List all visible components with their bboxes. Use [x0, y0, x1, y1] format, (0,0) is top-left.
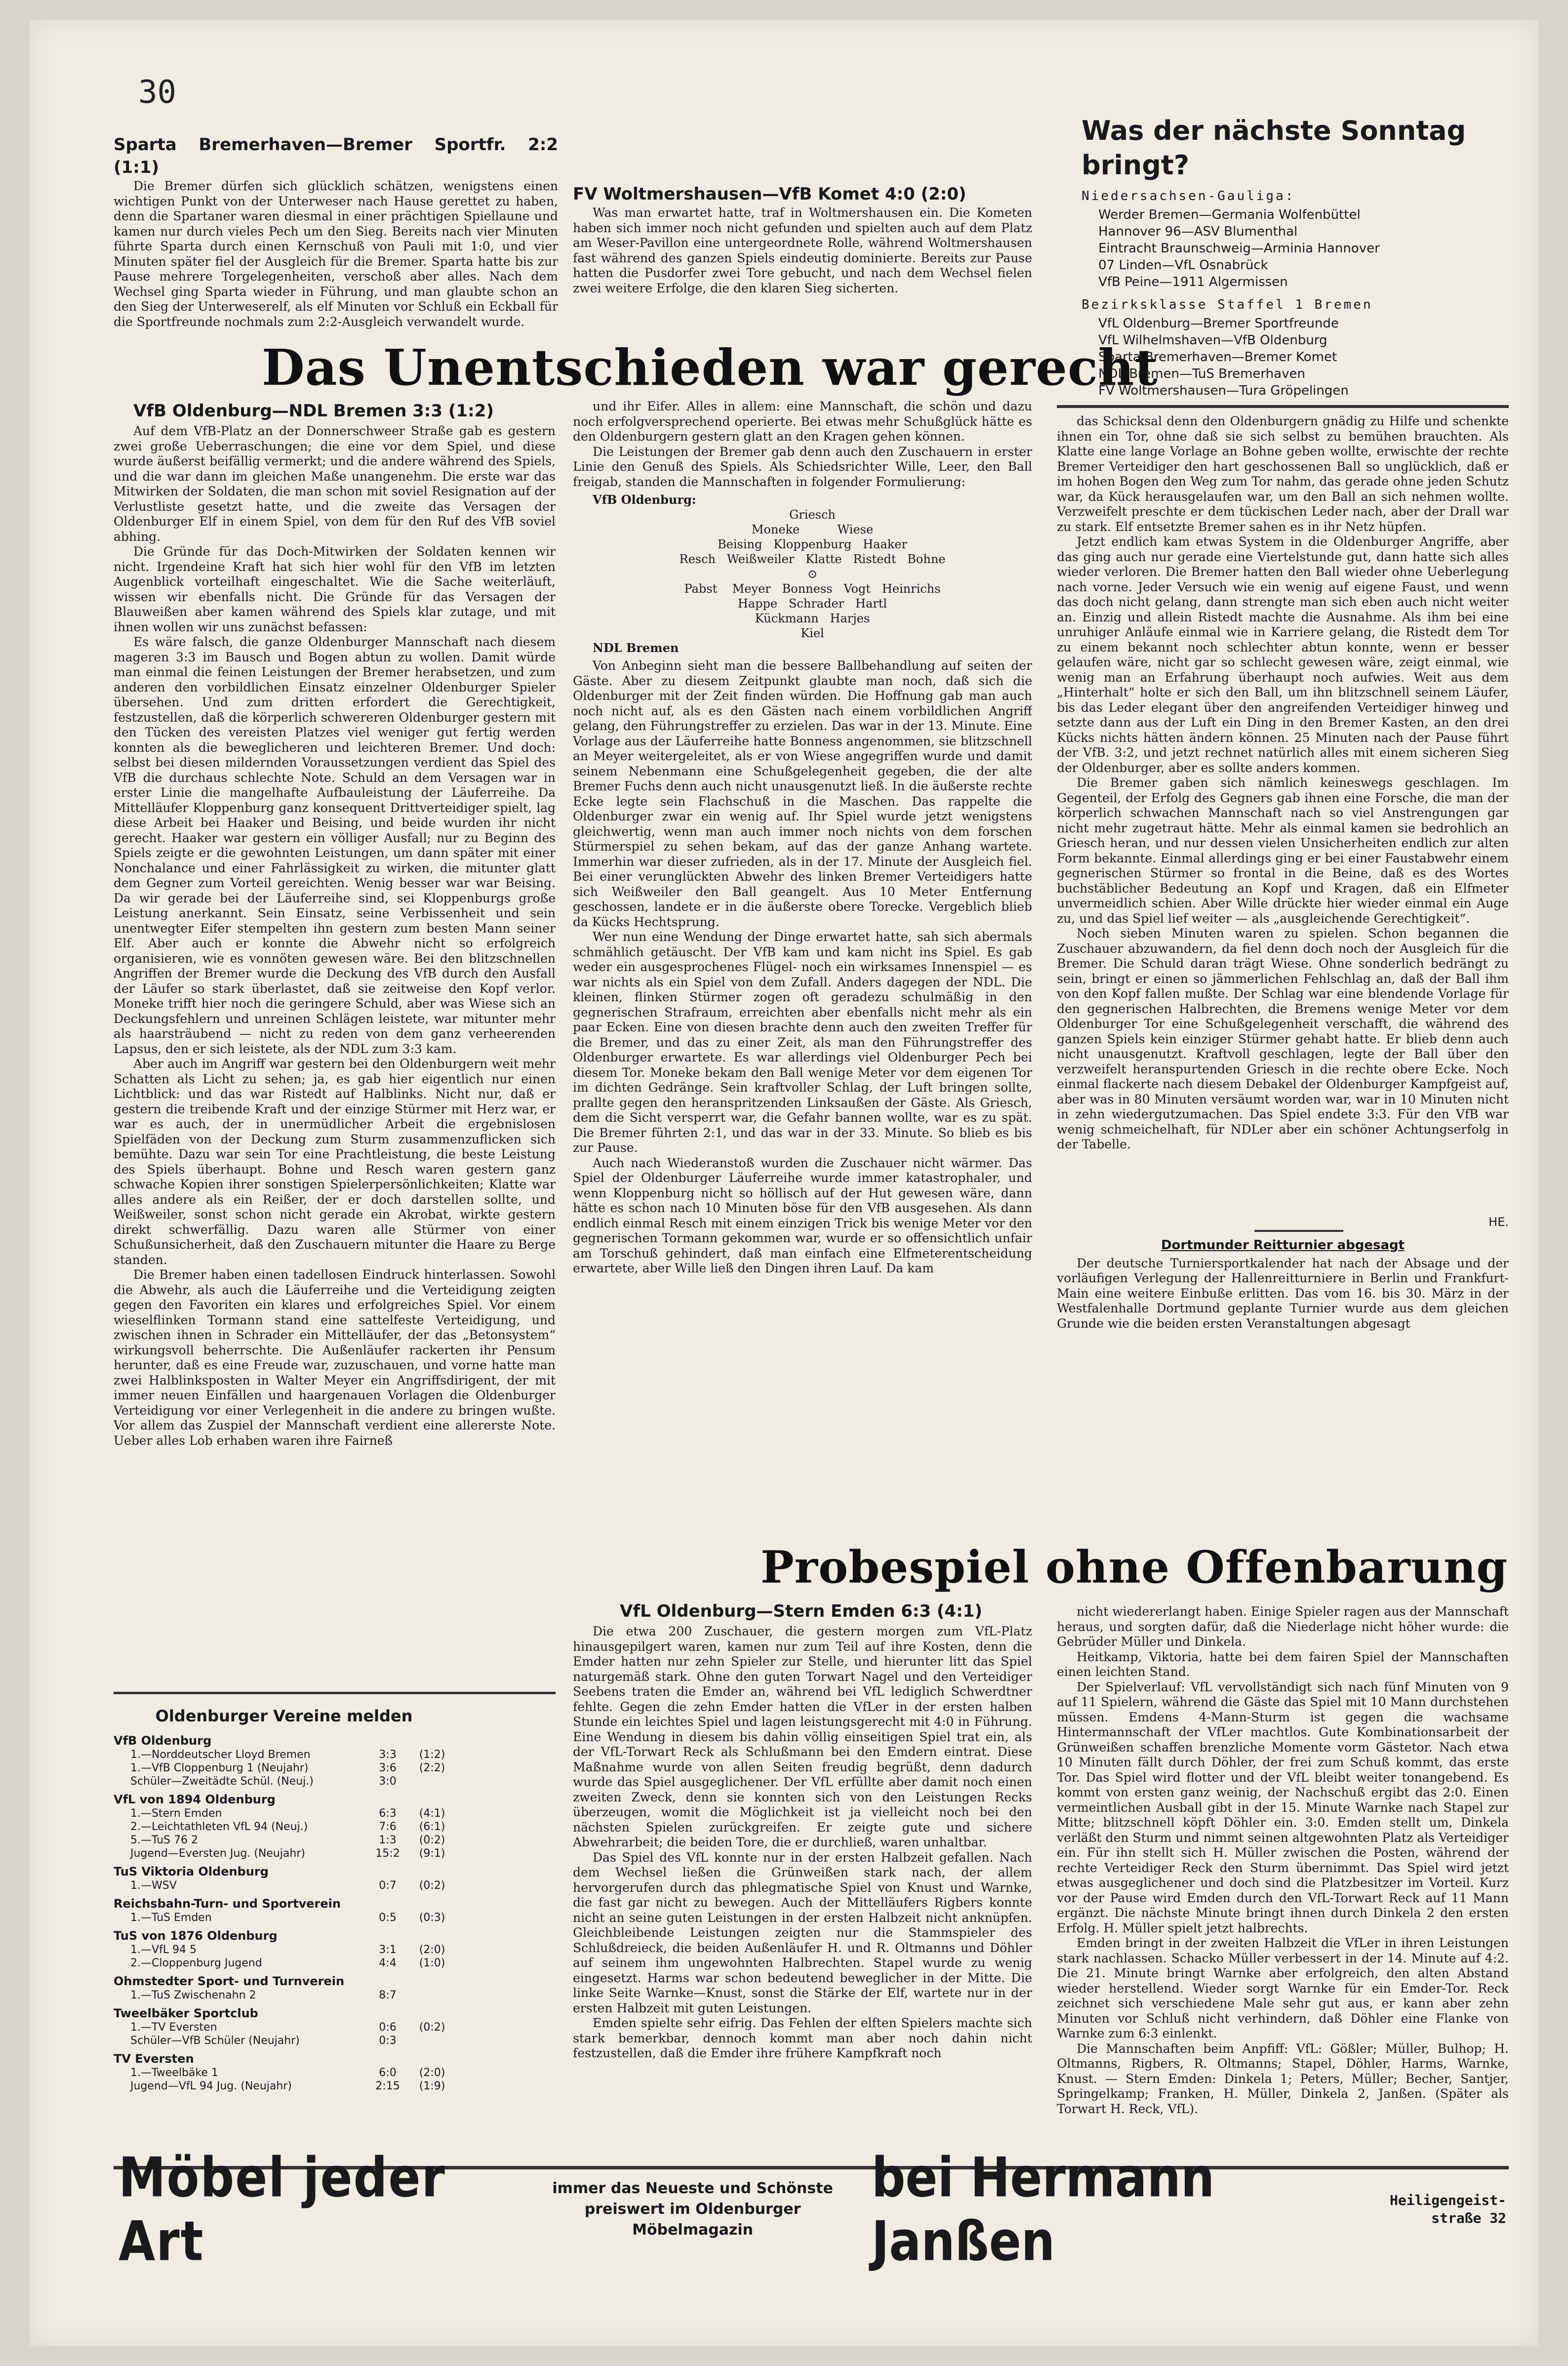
- main-paragraph: Es wäre falsch, die ganze Oldenburger Mannschaft nach diesem mageren 3:3 im Bausch und Bogen abtun zu wollen. Damit würde man einmal die feinen Leistungen der Bremer herabsetzen, und zum anderen den vorbildlichen Einsatz einzelner Oldenburger Spieler übersehen. Und zum dritten erfordert die Gerechtigkeit, festzustellen, daß die körperlich schwereren Oldenburger gestern mit den Tücken des vereisten Platzes viel weniger gut fertig werden konnten als die beweglicheren und leichteren Bremer. Und doch: selbst bei diesen mildernden Voraussetzungen verdient das Spiel des VfB die durchaus schlechte Note. Schuld an dem Versagen war in erster Linie die mangelhafte Aufbauleistung der Läuferreihe. Da Mittelläufer Kloppenburg ganz konsequent Drittverteidiger spielt, lag diese Arbeit bei Haaker und Beising, und beide wurden ihr nicht gerecht. Haaker war gestern ein völliger Ausfall; nur zu Beginn des Spiels zeigte er die gewohnten Leistungen, um dann später mit einer Nonchalance und einer Fahrlässigkeit zu wirken, die mitunter glatt dem Gegner zum Vorteil gereichten. Wenig besser war war Beising. Da wir gerade bei der Läuferreihe sind, sei Kloppenburgs große Leistung anerkannt. Sein Einsatz, seine Verbissenheit und sein unentwegter Eifer stempelten ihn gestern zum besten Mann seiner Elf. Aber auch er konnte die Abwehr nicht so erfolgreich organisieren, wie es vonnöten gewesen wäre. Bei den blitzschnellen Angriffen der Bremer wurde die Deckung des VfB durch den Ausfall der Läufer so stark überlastet, daß sie zeitweise den Kopf verlor. Moneke trifft hier noch die geringere Schuld, aber was Wiese sich an Deckungsfehlern und unreinen Schlägen leistete, war mitunter mehr als haarsträubend — nicht zu reden von dem ganz verheerenden Lapsus, den er sich leistete, als der NDL zum 3:3 kam.: [114, 635, 556, 1056]
- result-score: 0:3: [379, 2035, 397, 2047]
- result-match: 2.—Cloppenburg Jugend: [130, 1957, 262, 1969]
- result-row: [114, 1834, 454, 1847]
- ad-middle-line: immer das Neueste und Schönste: [552, 2179, 833, 2197]
- probe-paragraph: Die etwa 200 Zuschauer, die gestern morgen zum VfL-Platz hinausgepilgert waren, kamen nur zum Teil auf ihre Kosten, denn die Emder hatten nur zehn Spieler zur Stelle, und hierunter litt das Spiel naturgemäß stark. Ohne den guten Torwart Nagel und den Verteidiger Seebens traten die Emder an, während bei VfL lediglich Schwerdtner fehlte. Gegen die zehn Emder hatten die VfLer in der ersten halben Stunde ein leichtes Spiel und lagen leistungsgerecht mit 4:0 in Führung. Eine Wendung in diesem bis dahin völlig einseitigen Spiel trat ein, als der VfL-Torwart Reck als Schlußmann bei den Emdern eintrat. Diese Maßnahme wurde von allen Seiten freudig begrüßt, denn dadurch wurde das Spiel ausgeglichener. Der VfL erfüllte aber damit noch einen zweiten Zweck, denn sie konnten sich von den Leistungen Recks überzeugen, womit die Möglichkeit ist ja vielleicht noch bei den nächsten Spielen zurückgreifen. Er zeigte gute und sichere Abwehrarbeit; die beiden Tore, die er durchließ, waren unhaltbar.: [573, 1624, 1032, 1849]
- club-name: Reichsbahn-Turn- und Sportverein: [114, 1897, 341, 1911]
- result-score: 0:6: [379, 2021, 397, 2034]
- result-halftime: (0:2): [419, 1834, 445, 1846]
- main-paragraph: Die Bremer gaben sich nämlich keineswegs geschlagen. Im Gegenteil, der Erfolg des Gegners gab ihnen eine Forsche, die man der körperlich schwachen Mannschaft nach so viel Anstrengungen gar nicht mehr zugetraut hätte. Mehr als einmal kamen sie bedrohlich an Griesch heran, und nur dessen vielen Unsicherheiten endlich zur alten Form bekannte. Einmal allerdings ging er bei einer Faustabwehr einem gegnerischen Stürmer so frontal in die Beine, daß es des Wortes buchstäblicher Bedeutung an Kopf und Kragen, daß ein Elfmeter unvermeidlich schien. Aber Wille drückte hier wieder einmal ein Auge zu, und das Spiel lief weiter — als „ausgleichende Gerechtigkeit“.: [1057, 775, 1509, 926]
- ad-headline-left: Möbel jeder Art: [119, 2145, 446, 2273]
- lineup-row: Kückmann Harjes: [755, 612, 870, 625]
- main-paragraph: Jetzt endlich kam etwas System in die Oldenburger Angriffe, aber das ging auch nur gerade eine Viertelstunde gut, dann hatte sich alles wieder verloren. Die Bremer hatten den Ball wieder ohne Ueberlegung nach vorne. Jeder Versuch wie ein wenig auf eigene Faust, und wenn das doch nicht gelang, dann strengte man sich eben auch nicht weiter an. Einzig und allein Ristedt machte die Ausnahme. Als ihm bei eine unruhiger Anläufe einmal wie in Karriere gelang, die Ristedt dem Tor zu einem bekannt noch schlechter abtun konnte, wenn er besser gelaufen wäre, nicht gar so schlecht gewesen wäre, zeigt einmal, wie wenig man an Erfahrung überhaupt noch aufwies. Weit aus dem „Hinterhalt“ holte er sich den Ball, um ihn blitzschnell seinem Läufer, bis das Leder elegant über den angreifenden Verteidiger hinweg und setzte dann aus der Luft ein Ding in den Bremer Kasten, an den drei Kücks nichts hätten ändern können. 25 Minuten nach der Pause führt der VfB. 3:2, und jetzt rechnet natürlich alles mit einem sicheren Sieg der Oldenburger, aber es sollte anders kommen.: [1057, 534, 1509, 775]
- result-score: 3:1: [379, 1944, 397, 1956]
- lineup-row: Beising Kloppenburg Haaker: [718, 537, 907, 551]
- preview-match: FV Woltmershausen—Tura Gröpelingen: [1098, 383, 1349, 398]
- result-halftime: (0:2): [419, 2021, 445, 2034]
- lineup-row: Pabst Meyer Bonness Vogt Heinrichs: [684, 582, 941, 596]
- main-paragraph: Noch sieben Minuten waren zu spielen. Schon begannen die Zuschauer abzuwandern, da fiel denn doch noch der Ausgleich für die Bremer. Die Schuld daran trägt Wiese. Ohne sonderlich bedrängt zu sein, bringt er einen so jämmerlichen Fehlschlag an, daß der Ball ihm von den Kopf fallen mußte. Der Schlag war eine blendende Vorlage für den gegnerischen Halbrechten, die Bremens wenige Meter vor dem Oldenburger Tor eine Schußgelegenheit verschafft, die während des ganzen Spiels kein einziger Stürmer gehabt hatte. Er blieb denn auch nicht unausgenutzt. Kraftvoll geschlagen, legte der Ball über den verzweifelt heranspurtenden Griesch in die rechte obere Ecke. Noch einmal flackerte nach diesem Debakel der Oldenburger Kampfgeist auf, aber was in 80 Minuten versäumt worden war, war in 10 Minuten nicht in zehn wiedergutzumachen. Das Spiel endete 3:3. Für den VfB war wenig schmeichelhaft, für NDLer aber ein schöner Achtungserfolg in der Tabelle.: [1057, 926, 1509, 1151]
- lineup-row: Happe Schrader Hartl: [737, 597, 887, 611]
- result-row: [114, 1879, 454, 1892]
- rule-reit: [1254, 1230, 1343, 1232]
- article-sparta-text: Die Bremer dürfen sich glücklich schätzen, wenigstens einen wichtigen Punkt von der Unterweser nach Hause gerettet zu haben, denn die Spartaner waren diesmal in einer prächtigen Spiellaune und kamen nur durch vieles Pech um den Sieg. Bereits nach vier Minuten führte Sparta durch einen Kernschuß von Pauli mit 1:0, und vier Minuten später fiel der Ausgleich für die Bremer. Sparta hatte bis zur Pause mehrere Torgelegenheiten, verschoß aber alles. Nach dem Wechsel ging Sparta wieder in Führung, und man glaubte schon an den Sieg der Unterweserelf, als elf Minuten vor Schluß ein Eckball für die Sportfreunde nochmals zum 2:2-Ausgleich verwandelt wurde.: [114, 179, 558, 329]
- preview-match: Hannover 96—ASV Blumenthal: [1098, 224, 1298, 239]
- result-match: 1.—VfL 94 5: [130, 1944, 197, 1956]
- furniture-ad: [119, 2145, 1506, 2273]
- result-score: 8:7: [379, 1989, 397, 2001]
- preview-title: Was der nächste Sonntag bringt?: [1082, 115, 1466, 181]
- probe-paragraph: Emden spielte sehr eifrig. Das Fehlen der elften Spielers machte sich stark bemerkbar, dennoch kommt man aber noch dahin nicht festzustellen, daß die Emder ihre frühere Kampfkraft noch: [573, 2016, 1032, 2060]
- rule-preview: [1057, 405, 1509, 408]
- main-paragraph: Die Gründe für das Doch-Mitwirken der Soldaten kennen wir nicht. Irgendeine Kraft hat sich hier wohl für den VfB im letzten Augenblick vorteilhaft eingeschaltet. Wie die Sache weiterläuft, wissen wir ebenfalls nicht. Die Gründe für das Versagen der Blauweißen aber kamen während des Spiels klar zutage, und mit ihnen wollen wir uns zunächst befassen:: [114, 544, 556, 634]
- result-halftime: [410, 2034, 454, 2047]
- ad-headline-right: bei Hermann Janßen: [871, 2145, 1215, 2273]
- probe-col-2: [1057, 1604, 1509, 2145]
- ball-icon: ⊙: [807, 567, 818, 581]
- result-row: [114, 1807, 454, 1820]
- result-match: 1.—TuS Emden: [130, 1912, 212, 1924]
- result-match: 2.—Leichtathleten VfL 94 (Neuj.): [130, 1821, 308, 1833]
- result-row: [114, 1820, 454, 1834]
- result-match: 1.—WSV: [130, 1879, 177, 1892]
- result-row: [114, 2034, 454, 2047]
- lineup-row: Griesch: [789, 508, 836, 522]
- main-paragraph: Die Bremer haben einen tadellosen Eindruck hinterlassen. Sowohl die Abwehr, als auch die Läuferreihe und die Verteidigung zeigten gegen den Favoriten ein klares und erfolgreiches Spiel. Vor einem wieselflinken Tormann stand eine sattelfeste Verteidigung, und zwischen ihnen in Schrader ein Mittelläufer, der das „Betonsystem“ wirkungsvoll beherrschte. Die Außenläufer rackerten ihr Pensum herunter, daß es eine Freude war, zuzuschauen, und vorne hatte man zwei Halblinksposten in Walter Meyer ein Angriffsdirigent, der mit immer neuen Einfällen und haargenauen Vorlagen die Oldenburger Verteidigung vor einer Verlegenheit in die andere zu bringen wußte. Vor allem das Zuspiel der Mannschaft verdient eine allererste Note. Ueber alles Lob erhaben waren ihre Fairneß: [114, 1267, 556, 1448]
- main-paragraph: Aber auch im Angriff war gestern bei den Oldenburgern weit mehr Schatten als Licht zu sehen; ja, es gab hier eigentlich nur einen Lichtblick: und das war Ristedt auf Halblinks. Nicht nur, daß er gestern die treibende Kraft und der einzige Stürmer mit Herz war, er war es auch, der in unermüdlicher Arbeit die ergebnislosen Spielfäden von der Deckung zum Sturm zusammenzuflicken sich bemühte. Dazu war sein Tor eine Prachtleistung, die beste Leistung des Spiels überhaupt. Bohne und Resch waren gestern ganz schwache Kopien ihrer sonstigen Spielerpersönlichkeiten; Klatte war alles andere als ein Reißer, der er doch darstellen sollte, und Weißweiler, sonst schon nicht gerade ein Akrobat, wirkte gestern direkt schwerfällig. Dazu waren alle Stürmer von einer Schußunsicherheit, daß den Zuschauern mitunter die Haare zu Berge standen.: [114, 1057, 556, 1267]
- result-score: 6:0: [379, 2067, 397, 2079]
- result-halftime: (1:9): [419, 2080, 445, 2092]
- preview-match: Werder Bremen—Germania Wolfenbüttel: [1098, 207, 1361, 222]
- lineup-row: Resch Weißweiler Klatte Ristedt Bohne: [679, 552, 946, 566]
- main-col-1: [114, 424, 556, 1686]
- main-col-2: [573, 399, 1032, 1540]
- result-match: Schüler—Zweitädte Schül. (Neuj.): [130, 1775, 314, 1788]
- result-match: 1.—TuS Zwischenahn 2: [130, 1989, 256, 2001]
- article-woltmershausen: [573, 133, 1032, 336]
- result-match: Jugend—VfL 94 Jug. (Neujahr): [130, 2080, 292, 2092]
- lineup: [573, 492, 1032, 655]
- author-signature: HE.: [1488, 1215, 1509, 1229]
- results-title: Oldenburger Vereine melden: [155, 1707, 413, 1725]
- lineup-team-1: VfB Oldenburg:: [593, 492, 696, 507]
- result-row: [114, 2066, 454, 2080]
- preview-match: VfL Wilhelmshaven—VfB Oldenburg: [1098, 333, 1327, 348]
- main-paragraph: Wer nun eine Wendung der Dinge erwartet hatte, sah sich abermals schmählich getäuscht. Der VfB kam und kam nicht ins Spiel. Es gab weder ein ausgesprochenes Flügel- noch ein wirksames Innenspiel — es war nichts als ein Spiel von dem Zufall. Anders dagegen der NDL. Die kleinen, flinken Stürmer zogen oft geradezu schulmäßig in den gegnerischen Strafraum, erreichten aber ebenfalls nicht mehr als ein paar Ecken. Eine von diesen brachte denn auch den zweiten Treffer für die Bremer, und das zu einer Zeit, als man den Führungstreffer des Oldenburger erwartete. Es war allerdings viel Oldenburger Pech bei diesem Tor. Moneke bekam den Ball wenige Meter vor dem eigenen Tor im dichten Gedränge. Sein kraftvoller Schlag, der Luft bringen sollte, prallte gegen den heranspritzenden Linksaußen der Gäste. Als Griesch, dem die Sicht versperrt war, die Gefahr bannen wollte, war es zu spät. Die Bremer führten 2:1, und das war in der 33. Minute. So blieb es bis zur Pause.: [573, 930, 1032, 1155]
- result-match: Jugend—Eversten Jug. (Neujahr): [130, 1847, 305, 1860]
- result-row: [114, 2021, 454, 2034]
- result-match: 5.—TuS 76 2: [130, 1834, 198, 1846]
- probe-paragraph: nicht wiedererlangt haben. Einige Spieler ragen aus der Mannschaft heraus, und sorgten dafür, daß die Niederlage nicht höher wurde: die Gebrüder Müller und Dinkela.: [1057, 1604, 1509, 1649]
- probe-paragraph: Heitkamp, Viktoria, hatte bei dem fairen Spiel der Mannschaften einen leichten Stand.: [1057, 1649, 1509, 1679]
- reit-text: Der deutsche Turniersportkalender hat nach der Absage und der vorläufigen Verlegung der Hallenreitturniere in Berlin und Frankfurt-Main eine weitere Einbuße erlitten. Das vom 16. bis 30. März in der Westfalenhalle Dortmund geplante Turnier wurde aus dem gleichen Grunde wie die beiden ersten Veranstaltungen abgesagt: [1057, 1256, 1509, 1331]
- result-row: [114, 1943, 454, 1957]
- result-row: [114, 1748, 454, 1761]
- club-name: Tweelbäker Sportclub: [114, 2006, 258, 2020]
- results-table: [114, 1707, 454, 2093]
- main-col-3: [1057, 414, 1509, 1209]
- result-score: 3:0: [379, 1775, 397, 1788]
- result-match: Schüler—VfB Schüler (Neujahr): [130, 2035, 300, 2047]
- probe-paragraph: Die Mannschaften beim Anpfiff: VfL: Gößler; Müller, Bulhop; H. Oltmanns, Rigbers, R. Oltmanns; Stapel, Döhler, Harms, Warnke, Knust. — Stern Emden: Dinkela 1; Peters, Müller; Becher, Santjer, Springelkamp; Franken, H. Müller, Dinkela 2, Janßen. (Später als Torwart H. Reck, VfL).: [1057, 2041, 1509, 2116]
- ad-address-line: straße 32: [1431, 2209, 1506, 2226]
- result-halftime: (2:0): [419, 2067, 445, 2079]
- lineup-team-2: NDL Bremen: [593, 641, 679, 655]
- preview-match: VfL Oldenburg—Bremer Sportfreunde: [1098, 316, 1339, 331]
- result-row: [114, 2080, 454, 2093]
- preview-match: VfB Peine—1911 Algermissen: [1098, 275, 1288, 289]
- results-body: [114, 1733, 454, 2093]
- rule-table: [114, 1692, 556, 1694]
- ad-middle: [535, 2178, 849, 2241]
- article-woltmershausen-title: FV Woltmershausen—VfB Komet 4:0 (2:0): [573, 184, 966, 204]
- main-paragraph: Auf dem VfB-Platz an der Donnerschweer Straße gab es gestern zwei große Ueberraschungen; die eine vor dem Spiel, und diese wurde äußerst beifällig vermerkt; und die andere während des Spiels, und die war dann im gleichen Maße unangenehm. Die erste war das Mitwirken der Soldaten, die man schon mit soviel Resignation auf der Verlustliste gesetzt hatte, und die zweite das Versagen der Oldenburger Elf in einem Spiel, von dem für den Ruf des VfB soviel abhing.: [114, 424, 556, 544]
- result-match: 1.—VfB Cloppenburg 1 (Neujahr): [130, 1762, 309, 1774]
- preview-match: Eintracht Braunschweig—Arminia Hannover: [1098, 241, 1380, 256]
- club-name: Ohmstedter Sport- und Turnverein: [114, 1974, 345, 1988]
- main-paragraph: Von Anbeginn sieht man die bessere Ballbehandlung auf seiten der Gäste. Aber zu diesem Zeitpunkt glaubte man noch, daß sich die Oldenburger mit der Zeit finden würden. Die Hoffnung gab man auch noch nicht auf, als es den Gästen nach einem vorbildlichen Angriff gelang, den Führungstreffer zu erzielen. Das war in der 13. Minute. Eine Vorlage aus der Läuferreihe hatte Bonness angenommen, sie blitzschnell an Meyer weitergeleitet, als er von Wiese angegriffen wurde und damit seinem Nebenmann eine Schußgelegenheit gegeben, die der alte Bremer Fuchs denn auch nicht unausgenutzt ließ. In die äußerste rechte Ecke legte sein Flachschuß in die Maschen. Das rappelte die Oldenburger zwar ein wenig auf. Ihr Spiel wurde jetzt wenigstens gleichwertig, wenn man auch immer noch nichts von dem forschen Stürmerspiel zu sehen bekam, auf das der ganze Anhang wartete. Immerhin war dieser zufrieden, als in der 17. Minute der Ausgleich fiel. Bei einer verunglückten Abwehr des linken Bremer Verteidigers hatte sich Weißweiler den Ball geangelt. Aus 10 Meter Entfernung geschossen, landete er in die äußerste obere Torecke. Vergeblich blieb da Kücks Hechtsprung.: [573, 658, 1032, 929]
- main-subtitle: VfB Oldenburg—NDL Bremen 3:3 (1:2): [133, 401, 494, 421]
- result-score: 6:3: [379, 1807, 397, 1820]
- result-halftime: [410, 1775, 454, 1788]
- article-woltmershausen-text: Was man erwartet hatte, traf in Woltmershausen ein. Die Kometen haben sich immer noch nicht gefunden und spielten auch auf dem Platz am Weser-Pavillon eine untergeordnete Rolle, während Woltmershausen fast während des ganzen Spiels eindeutig dominierte. Bereits zur Pause hatten die Pusdorfer zwei Tore gebucht, und nach dem Wechsel fielen zwei weitere Erfolge, die den klaren Sieg sicherten.: [573, 205, 1032, 295]
- club-name: VfB Oldenburg: [114, 1734, 212, 1748]
- preview-match: NDL Bremen—TuS Bremerhaven: [1098, 367, 1305, 381]
- ad-address-line: Heiligengeist-: [1389, 2192, 1506, 2208]
- result-score: 3:6: [379, 1762, 397, 1774]
- result-row: [114, 1989, 454, 2002]
- main-paragraph: und ihr Eifer. Alles in allem: eine Mannschaft, die schön und dazu noch erfolgversprechend operierte. Bei etwas mehr Schußglück hätte es den Oldenburgern gestern glatt an den Kragen gehen können.: [573, 399, 1032, 444]
- main-paragraph: Die Leistungen der Bremer gab denn auch den Zuschauern in erster Linie den Genuß des Spiels. Als Schiedsrichter Wille, Leer, den Ball freigab, standen die Mannschaften in folgender Formulierung:: [573, 444, 1032, 489]
- preview-match: Sparta Bremerhaven—Bremer Komet: [1098, 350, 1337, 365]
- article-sparta: [114, 133, 558, 336]
- result-row: [114, 1761, 454, 1775]
- result-score: 3:3: [379, 1749, 397, 1761]
- page-number: 30: [138, 74, 177, 111]
- result-halftime: (6:1): [419, 1821, 445, 1833]
- result-score: 1:3: [379, 1834, 397, 1846]
- probe-subtitle: VfL Oldenburg—Stern Emden 6:3 (4:1): [620, 1601, 982, 1621]
- result-halftime: (4:1): [419, 1807, 445, 1820]
- main-paragraph: das Schicksal denn den Oldenburgern gnädig zu Hilfe und schenkte ihnen ein Tor, ohne daß sie sich selbst zu bemühen brauchten. Als Klatte eine lange Vorlage an Bohne geben wollte, erwischte der rechte Bremer Verteidiger den hart geschossenen Ball so unglücklich, daß er im hohen Bogen den Weg zum Tor nahm, das gerade ohne jeden Schutz war, da Kück herausgelaufen war, um den Ball an sich nehmen wollte. Verzweifelt preschte er dem tückischen Leder nach, aber der Drall war zu stark. Elf entsetzte Bremer sahen es in ihr Netz hüpfen.: [1057, 414, 1509, 534]
- probe-paragraph: Emden bringt in der zweiten Halbzeit die VfLer in ihren Leistungen stark nachlassen. Schacko Müller verbessert in der 14. Minute auf 4:2. Die 21. Minute bringt Warnke aber erfolgreich, den alten Abstand wieder herstellend. Wieder sorgt Warnke für ein Emder-Tor. Reck zeichnet sich verschiedene Male sehr gut aus, er kann aber zehn Minuten vor Schluß nicht verhindern, daß Döhler eine Flanke von Warnke zum 6:3 einlenkt.: [1057, 1936, 1509, 2040]
- ad-middle-line: preiswert im Oldenburger Möbelmagazin: [584, 2200, 801, 2239]
- result-halftime: (2:0): [419, 1944, 445, 1956]
- result-score: 0:7: [379, 1879, 397, 1892]
- result-score: 15:2: [375, 1847, 400, 1860]
- result-row: [114, 1847, 454, 1860]
- ad-address: [1390, 2192, 1506, 2227]
- lineup-row: Kiel: [801, 626, 824, 640]
- club-name: TuS von 1876 Oldenburg: [114, 1929, 278, 1943]
- preview-league-2: Bezirksklasse Staffel 1 Bremen: [1082, 297, 1373, 312]
- result-match: 1.—TV Eversten: [130, 2021, 217, 2034]
- result-match: 1.—Stern Emden: [130, 1807, 222, 1820]
- result-score: 0:5: [379, 1912, 397, 1924]
- club-name: TV Eversten: [114, 2052, 194, 2066]
- result-halftime: (2:2): [419, 1762, 445, 1774]
- result-row: [114, 1957, 454, 1970]
- club-name: VfL von 1894 Oldenburg: [114, 1793, 276, 1806]
- article-sparta-title: Sparta Bremerhaven—Bremer Sportfr. 2:2 (1:1): [114, 135, 558, 177]
- result-score: 7:6: [379, 1821, 397, 1833]
- probe-paragraph: Der Spielverlauf: VfL vervollständigt sich nach fünf Minuten von 9 auf 11 Spielern, während die Gäste das Spiel mit 10 Mann durchstehen müssen. Emdens 4-Mann-Sturm ist gegen die wachsame Hintermannschaft der VfLer machtlos. Gute Kombinationsarbeit der Grünweißen schaffen brenzliche Momente vorm Gästetor. Nach etwa 10 Minuten fällt durch Döhler, der frei zum Schuß kommt, das erste Tor. Das Spiel wird flotter und der VfL bleibt weiter tonangebend. Es kommt von ersten ganz weinig, der Nachschuß ergibt das 2:0. Einen vermeintlichen Ausball gibt in der 15. Minute Warnke nach Stapel zur Mitte; blitzschnell köpft Döhler ein. 3:0. Emden stellt um, Dinkela verläßt den Sturm und nimmt seinen altgewohnten Platz als Verteidiger ein. Für ihn stellt sich H. Müller zwischen die Posten, während der rechte Verteidiger Reck den Sturm übernimmt. Das Spiel wird jetzt etwas ausgeglichener und doch sind die Platzbesitzer im Vorteil. Kurz vor der Pause wird Emden durch den VfL-Torwart Reck auf 11 Mann ergänzt. Die nächste Minute bringt ihnen durch Dinkela 2 den ersten Erfolg. H. Müller spielt jetzt halbrechts.: [1057, 1679, 1509, 1935]
- result-halftime: (0:2): [419, 1879, 445, 1892]
- result-halftime: (1:2): [419, 1749, 445, 1761]
- result-halftime: (1:0): [419, 1957, 445, 1969]
- probe-paragraph: Das Spiel des VfL konnte nur in der ersten Halbzeit gefallen. Nach dem Wechsel ließen die Grünweißen stark nach, der allem hervorgerufen durch das phlegmatische Spiel von Knust und Warnke, die fast gar nicht zu bewegen. Auch der Mittelläufers Rigbers konnte nicht an seine guten Leistungen in der ersten Halbzeit nicht anknüpfen. Gleichbleibende Leistungen zeigten nur die Stammspieler des Schlußdreieck, die beiden Außenläufer H. und R. Oltmanns und Döhler auf seinem ihm ungewohnten Halbrechten. Stapel wurde zu wenig eingesetzt. Harms war schon bedeutend beweglicher in der Mitte. Die linke Seite Warnke—Knust, sonst die Stärke der Elf, wartete nur in der ersten Halbzeit mit guten Leistungen.: [573, 1850, 1032, 2015]
- club-name: TuS Viktoria Oldenburg: [114, 1865, 269, 1878]
- result-halftime: [410, 1989, 454, 2002]
- result-score: 4:4: [379, 1957, 397, 1969]
- lineup-row: Moneke Wiese: [751, 523, 874, 536]
- result-match: 1.—Norddeutscher Lloyd Bremen: [130, 1749, 311, 1761]
- probe-headline: Probespiel ohne Offenbarung: [761, 1541, 1508, 1593]
- result-halftime: (9:1): [419, 1847, 445, 1860]
- main-headline: Das Unentschieden war gerecht: [262, 338, 1158, 397]
- result-row: [114, 1911, 454, 1924]
- preview-league-1: Niedersachsen-Gauliga:: [1082, 189, 1295, 204]
- reit-subhead: Dortmunder Reitturnier abgesagt: [1161, 1238, 1405, 1253]
- result-score: 2:15: [375, 2080, 400, 2092]
- result-match: 1.—Tweelbäke 1: [130, 2067, 218, 2079]
- result-row: [114, 1775, 454, 1788]
- main-paragraph: Auch nach Wiederanstoß wurden die Zuschauer nicht wärmer. Das Spiel der Oldenburger Läuferreihe wurde immer katastrophaler, und wenn Kloppenburg nicht so höllisch auf der Hut gewesen wäre, dann hätte es schon nach 10 Minuten böse für den VfB ausgesehen. Als dann endlich einmal Resch mit einem einzigen Trick bis wenige Meter vor den gegnerischen Tormann gekommen war, wurde er so offensichtlich unfair am Torschuß gehindert, daß man einfach eine Elfmeterentscheidung erwartete, aber Wille ließ den Dingen ihren Lauf. Da kam: [573, 1155, 1032, 1275]
- preview-match: 07 Linden—VfL Osnabrück: [1098, 258, 1268, 273]
- result-halftime: (0:3): [419, 1912, 445, 1924]
- reit-article: [1057, 1235, 1509, 1363]
- probe-col-1: [573, 1624, 1032, 2145]
